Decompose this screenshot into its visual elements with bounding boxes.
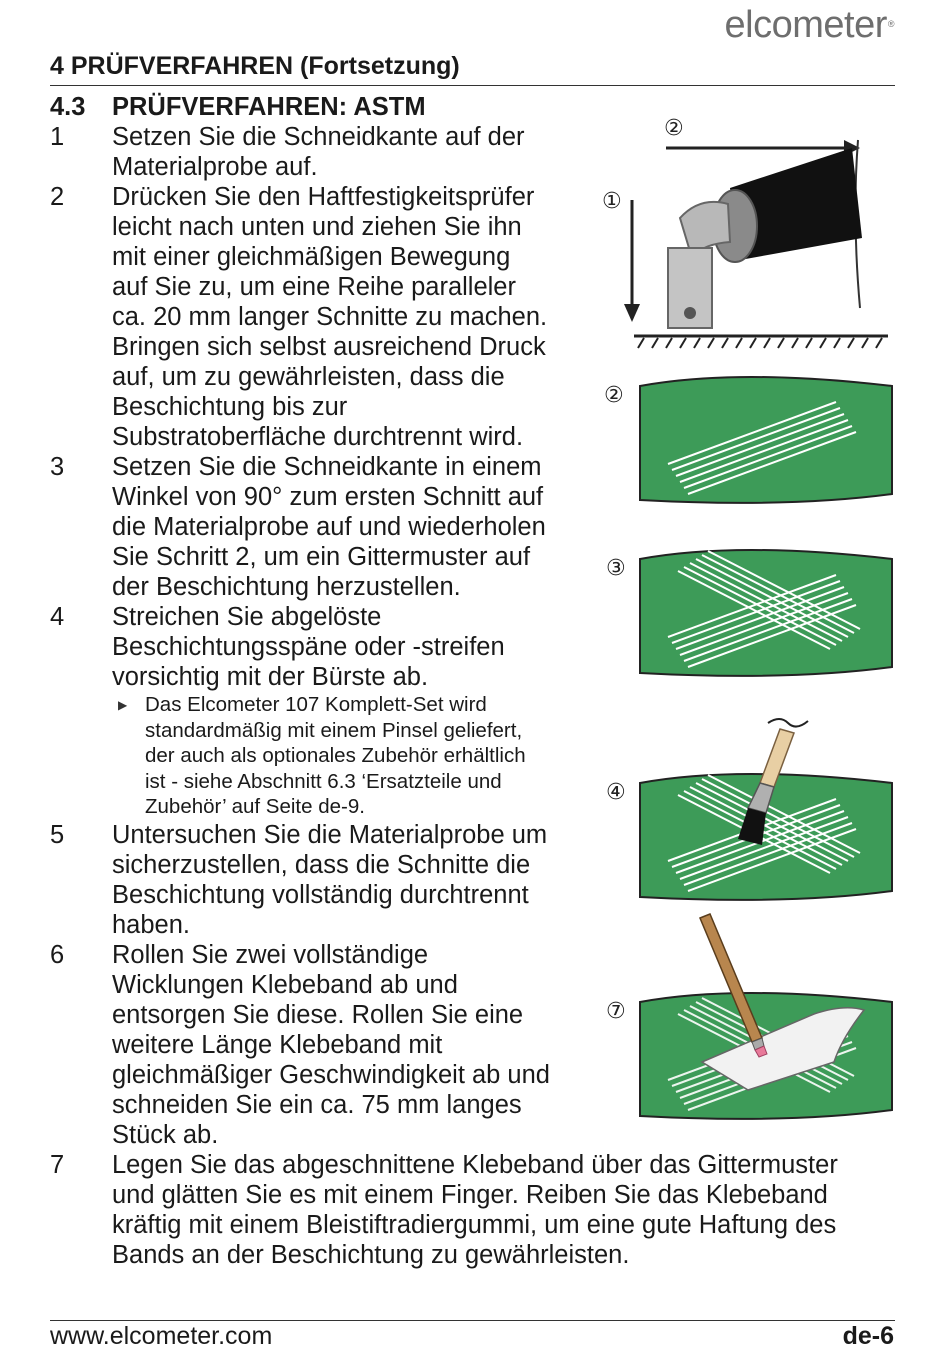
section-number: 4.3 xyxy=(50,93,86,121)
step-line: Bands an der Beschichtung zu gewährleisten. xyxy=(112,1240,630,1269)
step-line: ca. 20 mm langer Schnitte zu machen. xyxy=(112,303,548,331)
step-number: 5 xyxy=(50,820,65,849)
surface-hatching xyxy=(638,338,882,348)
grid-pattern-figure xyxy=(598,545,898,681)
section-title: PRÜFVERFAHREN: ASTM xyxy=(112,93,426,121)
step-line: sicherzustellen, dass die Schnitte die xyxy=(112,850,531,879)
cutter-pull-figure xyxy=(590,108,900,353)
step-line: mit einer gleichmäßigen Bewegung xyxy=(112,243,511,271)
step-line: entsorgen Sie diese. Rollen Sie eine xyxy=(112,1000,524,1029)
step-line: Bringen sich selbst ausreichend Druck xyxy=(112,333,546,361)
figure-label-2: ② xyxy=(604,383,624,408)
step-line: Substratoberfläche durchtrennt wird. xyxy=(112,423,524,451)
step-line: auf Sie zu, um eine Reihe paralleler xyxy=(112,273,516,301)
brush-note xyxy=(50,692,585,820)
coated-sample xyxy=(640,550,892,676)
step-number: 4 xyxy=(50,603,65,631)
figure-label-4: ④ xyxy=(606,780,626,805)
figure-label-3: ③ xyxy=(606,556,626,581)
note-line: standardmäßig mit einem Pinsel geliefert, xyxy=(145,718,523,742)
step-line: Materialprobe auf. xyxy=(112,153,318,181)
note-line: ist - siehe Abschnitt 6.3 ‘Ersatzteile und xyxy=(145,769,502,793)
footer-divider xyxy=(50,1320,895,1321)
step-line: auf, um zu gewährleisten, dass die xyxy=(112,363,505,391)
brushing-figure xyxy=(598,715,898,905)
step-3 xyxy=(50,452,632,602)
step-line: Stück ab. xyxy=(112,1120,219,1149)
step-line: leicht nach unten und ziehen Sie ihn xyxy=(112,213,522,241)
step-number: 2 xyxy=(50,183,65,211)
bullet-triangle-icon: ▶ xyxy=(118,698,128,712)
step-line: Setzen Sie die Schneidkante auf der xyxy=(112,123,525,151)
step-line: Beschichtung bis zur xyxy=(112,393,348,421)
step-line: Sie Schritt 2, um ein Gittermuster auf xyxy=(112,543,531,571)
step-5 xyxy=(50,820,632,940)
step-line: Legen Sie das abgeschnittene Klebeband über das Gittermuster xyxy=(112,1150,838,1179)
tape-application-figure xyxy=(598,912,898,1122)
step-line: Drücken Sie den Haftfestigkeitsprüfer xyxy=(112,183,535,211)
footer-url: www.elcometer.com xyxy=(50,1322,273,1350)
chapter-title: 4 PRÜFVERFAHREN (Fortsetzung) xyxy=(50,52,895,86)
step-line: kräftig mit einem Bleistiftradiergummi, um eine gute Haftung des xyxy=(112,1210,837,1239)
step-line: haben. xyxy=(112,910,190,939)
brush-motion-icon xyxy=(768,719,808,727)
step-line: vorsichtig mit der Bürste ab. xyxy=(112,663,429,691)
step-line: der Beschichtung herzustellen. xyxy=(112,573,461,601)
step-line: Streichen Sie abgelöste xyxy=(112,603,382,631)
step-line: schneiden Sie ein ca. 75 mm langes xyxy=(112,1090,522,1119)
parallel-cuts-figure xyxy=(598,372,898,508)
coated-sample xyxy=(640,377,892,503)
step-line: Untersuchen Sie die Materialprobe um xyxy=(112,820,548,849)
step-1 xyxy=(50,122,632,182)
figure-label-1: ① xyxy=(602,189,622,214)
step-number: 7 xyxy=(50,1150,65,1179)
step-line: und glätten Sie es mit einem Finger. Reiben Sie das Klebeband xyxy=(112,1180,828,1209)
step-7 xyxy=(50,1150,900,1270)
step-line: Setzen Sie die Schneidkante in einem xyxy=(112,453,542,481)
step-line: Beschichtung vollständig durchtrennt xyxy=(112,880,529,909)
note-line: Das Elcometer 107 Komplett-Set wird xyxy=(145,693,487,716)
figure-label-2: ② xyxy=(664,116,684,141)
step-line: die Materialprobe auf und wiederholen xyxy=(112,513,546,541)
step-2 xyxy=(50,182,632,452)
step-line: Rollen Sie zwei vollständige xyxy=(112,940,429,969)
note-line: der auch als optionales Zubehör erhältlich xyxy=(145,744,526,767)
note-line: Zubehör’ auf Seite de-9. xyxy=(145,795,365,818)
step-6 xyxy=(50,940,632,1150)
step-number: 1 xyxy=(50,123,65,151)
step-line: Winkel von 90° zum ersten Schnitt auf xyxy=(112,483,544,511)
elcometer-logo: elcometer® xyxy=(724,4,894,46)
figure-label-7: ⑦ xyxy=(606,999,626,1024)
step-line: weitere Länge Klebeband mit xyxy=(112,1030,443,1059)
step-line: Beschichtungsspäne oder -streifen xyxy=(112,633,505,661)
step-number: 6 xyxy=(50,940,65,969)
press-arrowhead-icon xyxy=(624,304,640,322)
page-number: de-6 xyxy=(842,1322,894,1350)
cutter-screw-icon xyxy=(684,307,696,319)
step-number: 3 xyxy=(50,453,65,481)
step-line: Wicklungen Klebeband ab und xyxy=(112,970,458,999)
step-line: gleichmäßiger Geschwindigkeit ab und xyxy=(112,1060,550,1089)
step-4 xyxy=(50,602,632,692)
